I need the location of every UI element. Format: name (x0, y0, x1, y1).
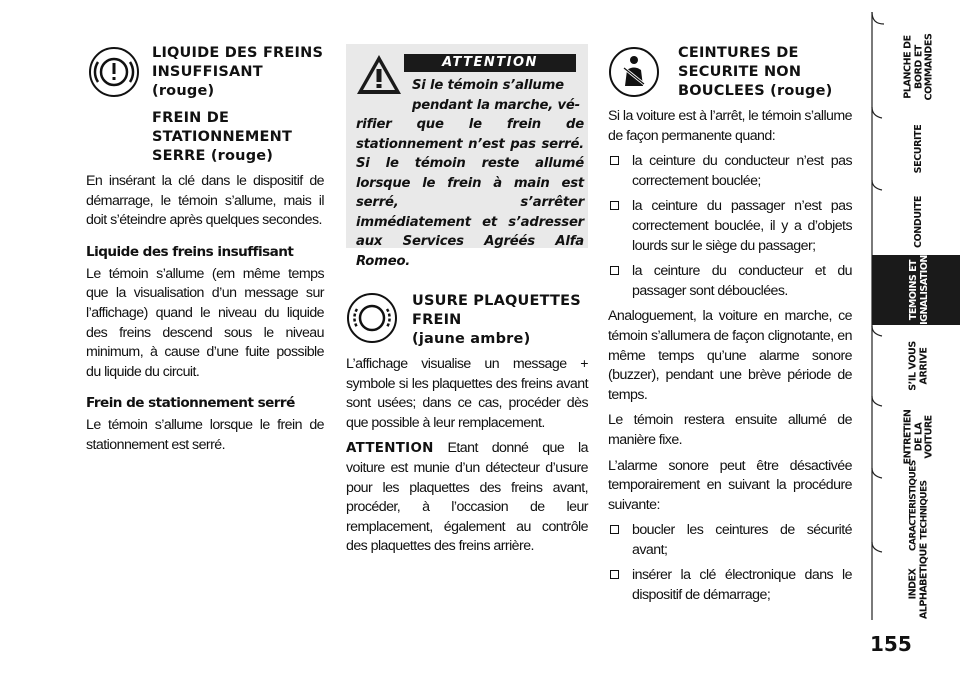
checkbox-bullet-icon (610, 570, 619, 579)
seatbelt-paragraph-3: L’alarme sonore peut être désactivée temporairement en suivant la procédure suivante: (608, 457, 852, 513)
seatbelt-intro: Si la voiture est à l’arrêt, le témoin s’allume de façon permanente quand: (608, 108, 852, 144)
tab-temoins-et-signalisations[interactable]: TEMOINS ET SIGNALISATIONS (908, 248, 930, 332)
tab-caracteristiques[interactable]: CARACTERISTIQUES TECHNIQUES (908, 460, 929, 551)
warning-text: Si le témoin s’allume pendant la marche, vé- rifier que le frein de stationnement n’est pas serré. Si le témoin reste allumé lorsque le frein à main est serré, s’arrêter immédiatement et s’adresser aux Services Agréés Alfa Romeo. (356, 78, 584, 269)
warning-label: ATTENTION (404, 54, 576, 72)
tab-sil-vous-arrive[interactable]: S’IL VOUS ARRIVE (907, 341, 929, 391)
page-number: 155 (870, 632, 912, 656)
parking-brake-paragraph: Le témoin s’allume lorsque le frein de stationnement est serré. (86, 417, 324, 453)
subheading-brake-fluid: Liquide des freins insuffisant (86, 243, 294, 260)
column-seatbelts (608, 40, 852, 612)
heading-parking-brake: FREIN DE STATIONNEMENT SERRE (rouge) (152, 110, 293, 164)
checkbox-bullet-icon (610, 156, 619, 165)
tab-securite[interactable]: SECURITE (912, 124, 924, 174)
list-item: la ceinture du passager n’est pas correctement bouclée, il y a d’objets lourds sur le siège du passager; (608, 197, 852, 256)
checkbox-bullet-icon (610, 266, 619, 275)
heading-brake-fluid: LIQUIDE DES FREINS INSUFFISANT (rouge) (152, 45, 324, 99)
list-item: insérer la clé électronique dans le dispositif de démarrage; (608, 566, 852, 605)
heading-brake-pads: USURE PLAQUETTES FREIN (jaune ambre) (412, 293, 581, 347)
tab-index[interactable]: INDEX ALPHABETIQUE (907, 543, 929, 619)
checkbox-bullet-icon (610, 525, 619, 534)
tab-entretien[interactable]: ENTRETIEN DE LA VOITURE (902, 409, 935, 465)
procedure-list (608, 521, 852, 605)
list-item: la ceinture du conducteur et du passager sont débouclées. (608, 262, 852, 301)
brake-pads-attention-paragraph: ATTENTION Etant donné que la voiture est munie d’un détecteur d’usure pour les plaquettes des freins avant, procéder, à l’occasion de leur remplacement, également au contrôle des plaquettes des freins arrière. (346, 440, 588, 555)
warning-box (346, 44, 588, 269)
seatbelt-paragraph-2: Le témoin restera ensuite allumé de manière fixe. (608, 412, 852, 448)
seatbelt-paragraph-1: Analoguement, la voiture en marche, ce témoin s’allumera de façon clignotante, en même temps qu’une alarme sonore (buzzer), pendant une brève période de temps. (608, 308, 852, 403)
heading-seatbelts: CEINTURES DE SECURITE NON BOUCLEES (rouge) (678, 45, 833, 99)
brake-pads-paragraph: L’affichage visualise un message + symbole si les plaquettes des freins avant sont usées; dans ce cas, procéder dès que possible à leur remplacement. (346, 356, 588, 431)
chapter-sidebar (862, 0, 960, 692)
column-brake-pads (346, 292, 588, 563)
tab-conduite[interactable]: CONDUITE (912, 196, 924, 248)
list-item: boucler les ceintures de sécurité avant; (608, 521, 852, 560)
intro-paragraph: En insérant la clé dans le dispositif de démarrage, le témoin s’allume, mais il doit s’éteindre après quelques secondes. (86, 173, 324, 229)
subheading-parking-brake: Frein de stationnement serré (86, 395, 295, 412)
tab-planche-de-bord[interactable]: PLANCHE DE BORD ET COMMANDES (902, 33, 935, 101)
seatbelt-conditions-list (608, 152, 852, 301)
brake-fluid-paragraph: Le témoin s’allume (em même temps que la visualisation d’un message sur l’affichage) quand le niveau du liquide des freins descend sous le niveau minimum, à cause d’une fuite possible du liquide du circuit. (86, 265, 324, 380)
column-brake-fluid (86, 40, 324, 462)
list-item: la ceinture du conducteur n’est pas correctement bouclée; (608, 152, 852, 191)
attention-label: ATTENTION (346, 441, 434, 457)
checkbox-bullet-icon (610, 201, 619, 210)
